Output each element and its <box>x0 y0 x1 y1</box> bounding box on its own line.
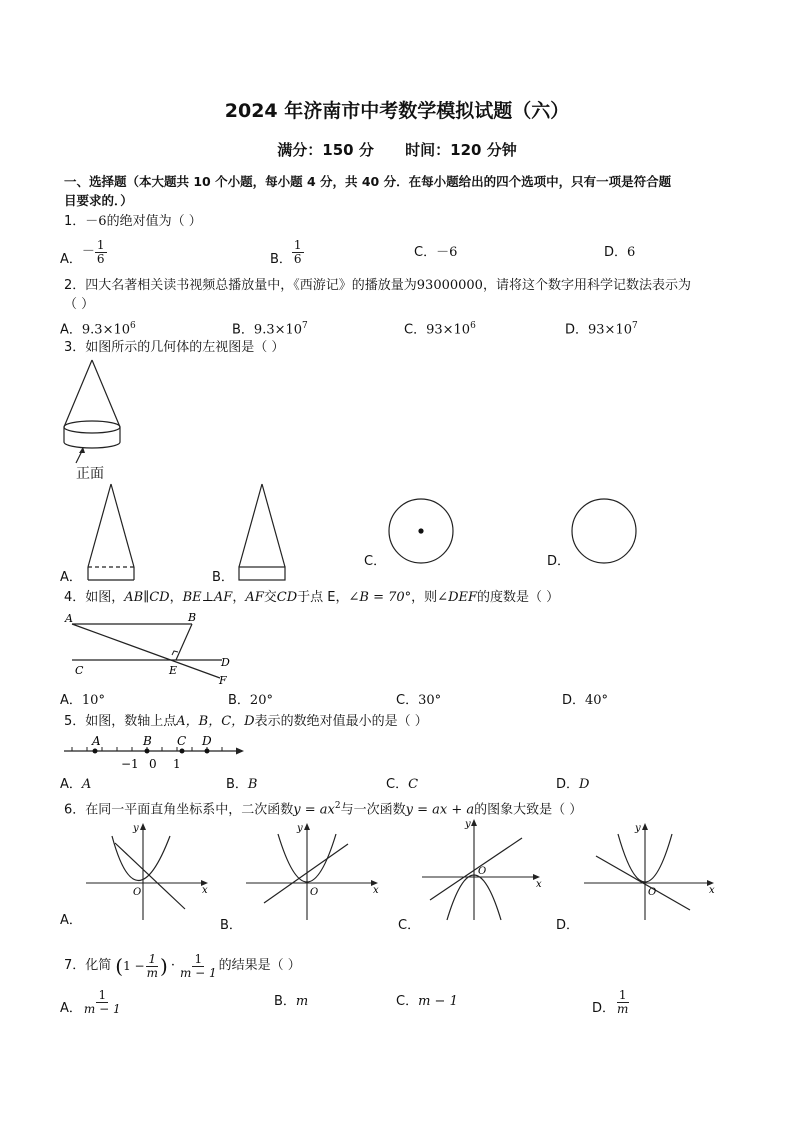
q2-option-c[interactable]: C．$93\times 10^6$ <box>404 321 476 338</box>
svg-text:y: y <box>133 823 139 834</box>
q4-option-a[interactable]: A．10° <box>60 693 105 708</box>
q2-option-a[interactable]: A．$9.3\times 10^6$ <box>60 321 136 338</box>
q5-option-a[interactable]: A．A <box>60 777 92 792</box>
q2-stem: 2．四大名著相关读书视频总播放量中，《西游记》的播放量为93000000，请将这个数字用科学记数法表示为 <box>64 278 691 293</box>
q3-option-a[interactable]: A． <box>60 570 82 585</box>
svg-text:y: y <box>297 823 303 834</box>
q6-option-a[interactable]: A． <box>60 913 82 928</box>
q7-stem: 7．化简 ( 1 − $\frac{1}{m}$ ) · $\frac{1}{m - 1}$ 的结果是（ ） <box>64 951 301 980</box>
front-view-label: 正面 <box>76 466 104 482</box>
q4-option-b[interactable]: B．20° <box>228 693 273 708</box>
svg-text:O: O <box>133 887 142 898</box>
q6-option-d[interactable]: D． <box>556 918 580 933</box>
label-a: A <box>65 612 73 625</box>
q6-graph-b <box>246 823 379 920</box>
q6-option-b[interactable]: B． <box>220 918 242 933</box>
q6-option-c[interactable]: C． <box>398 918 421 933</box>
point-b-label: B <box>143 734 152 748</box>
svg-text:y: y <box>635 823 641 834</box>
q6-graph-a <box>86 823 208 920</box>
section-heading-cont: 目要求的．） <box>64 193 133 208</box>
label-e: E <box>169 664 178 677</box>
q3-option-b[interactable]: B． <box>212 570 234 585</box>
svg-text:x: x <box>536 879 542 890</box>
q1-stem: 1．－6的绝对值为（ ） <box>64 214 202 229</box>
svg-text:O: O <box>478 866 487 877</box>
label-c: C <box>75 664 84 677</box>
q3-option-c[interactable]: C． <box>364 554 387 569</box>
q2-stem-cont: （ ） <box>64 297 95 312</box>
q5-stem: 5．如图，数轴上点A，B，C，D表示的数绝对值最小的是（ ） <box>64 714 428 729</box>
section-heading: 一、选择题（本大题共 10 个小题，每小题 4 分，共 40 分．在每小题给出的四个选项中，只有一项是符合题 <box>64 174 672 189</box>
label-d: D <box>221 656 230 669</box>
svg-text:O: O <box>648 887 657 898</box>
q4-option-d[interactable]: D．40° <box>562 693 609 708</box>
q5-option-c[interactable]: C．C <box>386 777 419 792</box>
page-subtitle: 满分：150 分 时间：120 分钟 <box>277 141 517 159</box>
q5-option-d[interactable]: D．D <box>556 777 590 792</box>
q1-option-b[interactable]: B． $\frac{1}{6}$ <box>270 237 302 267</box>
tick-label-1: 1 <box>173 757 181 771</box>
q6-stem: 6．在同一平面直角坐标系中，二次函数$y = ax^2$与一次函数y = ax + a的图象大致是（ ） <box>64 801 583 818</box>
page-title: 2024 年济南市中考数学模拟试题（六） <box>224 100 570 122</box>
q1-option-a[interactable]: A． － $\frac{1}{6}$ <box>60 237 105 267</box>
svg-text:O: O <box>310 887 319 898</box>
point-d-label: D <box>202 734 212 748</box>
q3-option-d[interactable]: D． <box>547 554 571 569</box>
label-b: B <box>188 611 197 624</box>
q6-graph-c <box>422 819 542 920</box>
q7-option-c[interactable]: C．m − 1 <box>396 994 458 1009</box>
q3-stem: 3．如图所示的几何体的左视图是（ ） <box>64 340 285 355</box>
svg-text:x: x <box>709 885 715 896</box>
point-c-label: C <box>177 734 187 748</box>
tick-label-0: 0 <box>149 757 157 771</box>
q6-graph-d <box>584 823 715 920</box>
q2-option-d[interactable]: D．$93\times 10^7$ <box>565 321 638 338</box>
q4-stem: 4．如图，AB∥CD，BE⊥AF，AF交CD于点 E，∠B = 70°，则∠DEF的度数是（ ） <box>64 590 560 605</box>
label-f: F <box>219 674 227 687</box>
q1-option-d[interactable]: D．6 <box>604 245 636 260</box>
q1-option-c[interactable]: C．－6 <box>414 245 458 260</box>
svg-text:y: y <box>465 819 471 830</box>
q4-option-c[interactable]: C．30° <box>396 693 442 708</box>
tick-label-neg1: −1 <box>121 757 139 771</box>
q2-option-b[interactable]: B．$9.3\times 10^7$ <box>232 321 308 338</box>
point-a-label: A <box>92 734 101 748</box>
q7-option-b[interactable]: B．m <box>274 994 309 1009</box>
q7-option-a[interactable]: A． $\frac{1}{m - 1}$ <box>60 987 121 1016</box>
svg-text:x: x <box>373 885 379 896</box>
svg-text:x: x <box>202 885 208 896</box>
q7-option-d[interactable]: D． $\frac{1}{m}$ <box>592 987 629 1016</box>
q5-option-b[interactable]: B．B <box>226 777 258 792</box>
